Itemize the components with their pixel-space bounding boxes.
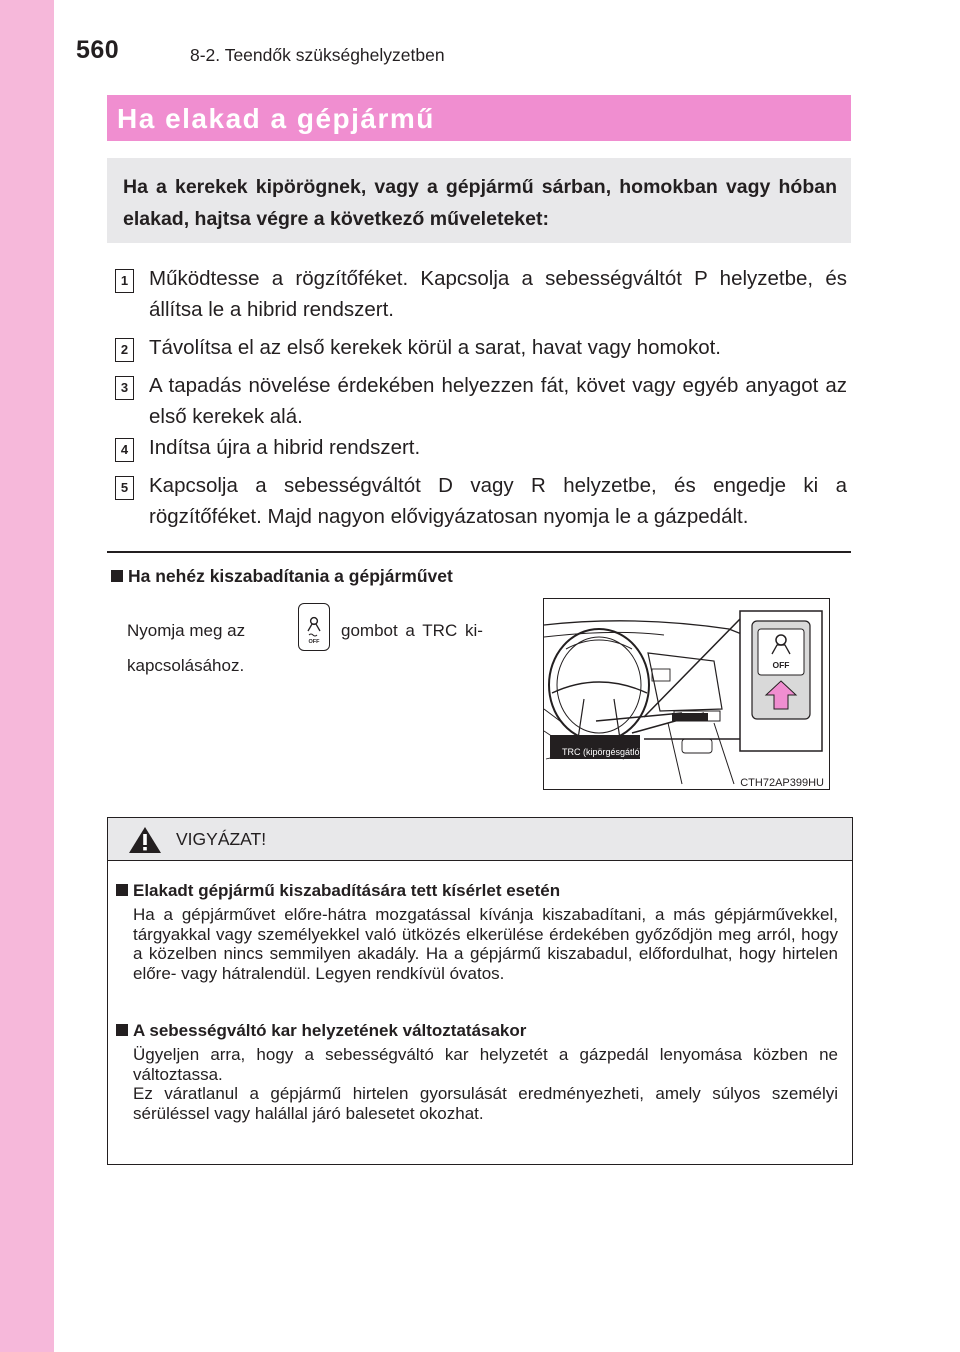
square-bullet-icon xyxy=(111,570,123,582)
warning-item-text xyxy=(133,1045,838,1123)
warning-item-heading-text: Elakadt gépjármű kiszabadítására tett kísérlet esetén xyxy=(133,881,561,900)
instruction-text-cont: kapcsolásához. xyxy=(127,656,245,675)
subsection-heading xyxy=(111,566,453,587)
step-number: 5 xyxy=(115,476,134,500)
step-number: 4 xyxy=(115,438,134,462)
warning-triangle-icon xyxy=(128,826,162,854)
title-bar xyxy=(107,95,851,141)
page-number: 560 xyxy=(76,36,120,64)
side-color-strip xyxy=(0,0,54,1352)
warning-paragraph: Ha a gépjárművet előre-hátra mozgatással kívánja kiszabadítani, a más gépjárművekkel, tárgyakkal vagy személyekkel való ütközés elkerülése érdekében győződjön meg arról, hogy a közelben nincs semmilyen akadály. Ha a gépjármű kiszabadul, előfordulhat, hogy hirtelen előre- vagy hátralendül. Legyen rendkívül óvatos. xyxy=(133,905,838,983)
warning-item-heading xyxy=(116,881,560,901)
step-number: 1 xyxy=(115,269,134,293)
divider xyxy=(107,551,851,553)
subsection-heading-text: Ha nehéz kiszabadítania a gépjárművet xyxy=(128,566,453,586)
intro-box xyxy=(107,158,851,243)
figure-code: CTH72AP399HU xyxy=(740,777,824,789)
step-text: A tapadás növelése érdekében helyezzen fát, követ vagy egyéb anyagot az első kerekek alá. xyxy=(149,374,847,428)
warning-paragraph: Ügyeljen arra, hogy a sebességváltó kar helyzetét a gázpedál lenyomása közben ne változtassa. xyxy=(133,1045,838,1084)
step-number: 3 xyxy=(115,376,134,400)
step-text: Működtesse a rögzítőféket. Kapcsolja a sebességváltót P helyzetbe, és állítsa le a hibrid rendszert. xyxy=(149,267,847,321)
section-heading: 8-2. Teendők szükséghelyzetben xyxy=(190,45,445,65)
step-text: Indítsa újra a hibrid rendszert. xyxy=(149,436,421,459)
warning-item-text xyxy=(133,905,838,983)
trc-off-icon xyxy=(298,603,330,651)
instruction-text-end: gombot a TRC ki- xyxy=(341,621,483,640)
svg-text:OFF: OFF xyxy=(772,660,790,670)
warning-item-heading xyxy=(116,1021,526,1041)
warning-header xyxy=(108,818,852,861)
warning-paragraph: Ez váratlanul a gépjármű hirtelen gyorsulását eredményezheti, amely súlyos személyi sérüléssel vagy halállal járó balesetet okozhat. xyxy=(133,1084,838,1123)
svg-text:OFF: OFF xyxy=(308,639,320,645)
intro-text: Ha a kerekek kipörögnek, vagy a gépjármű sárban, homokban vagy hóban elakad, hajtsa végre a következő műveleteket: xyxy=(123,176,837,230)
warning-box xyxy=(107,817,853,1165)
step-number: 2 xyxy=(115,338,134,362)
square-bullet-icon xyxy=(116,1024,128,1036)
step-text: Távolítsa el az első kerekek körül a sarat, havat vagy homokot. xyxy=(149,336,721,359)
page-title: Ha elakad a gépjármű xyxy=(117,103,435,134)
step-text: Kapcsolja a sebességváltót D vagy R helyzetbe, és engedje ki a rögzítőféket. Majd nagyon elővigyázatosan nyomja le a gázpedált. xyxy=(149,474,847,528)
warning-title: VIGYÁZAT! xyxy=(176,829,267,849)
instruction-text-start: Nyomja meg az xyxy=(127,621,246,640)
figure-label: TRC (kipörgésgátló) KI xyxy=(562,747,654,757)
dashboard-illustration xyxy=(543,598,830,790)
square-bullet-icon xyxy=(116,884,128,896)
warning-item-heading-text: A sebességváltó kar helyzetének változtatásakor xyxy=(133,1021,527,1040)
